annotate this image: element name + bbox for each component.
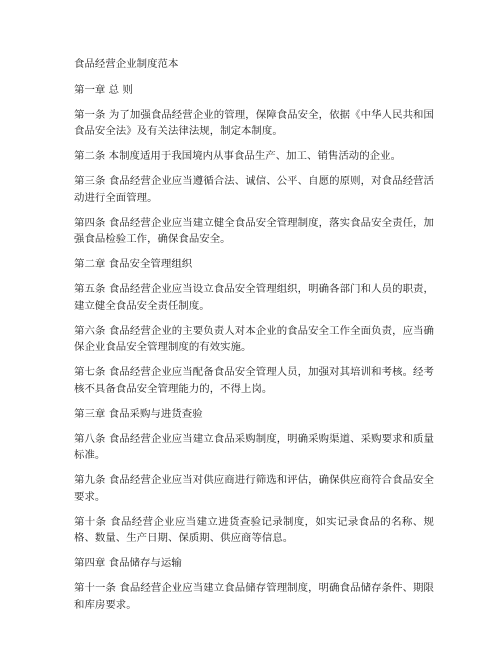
article-3: 第三条 食品经营企业应当遵循合法、诚信、公平、自愿的原则，对食品经营活动进行全面管理。 [74,175,434,204]
article-9: 第九条 食品经营企业应当对供应商进行筛选和评估，确保供应商符合食品安全要求。 [74,474,434,503]
article-2: 第二条 本制度适用于我国境内从事食品生产、加工、销售活动的企业。 [74,150,402,162]
article-7: 第七条 食品经营企业应当配备食品安全管理人员，加强对其培训和考核。经考核不具备食品安全管理能力的，不得上岗。 [74,366,434,395]
article-6: 第六条 食品经营企业的主要负责人对本企业的食品安全工作全面负责，应当确保企业食品安全管理制度的有效实施。 [74,324,434,353]
document-page [74,56,434,622]
article-8: 第八条 食品经营企业应当建立食品采购制度，明确采购渠道、采购要求和质量标准。 [74,432,434,461]
chapter-heading-3: 第三章 食品采购与进货查验 [74,407,203,420]
document-title: 食品经营企业制度范本 [74,58,179,70]
article-5: 第五条 食品经营企业应当设立食品安全管理组织，明确各部门和人员的职责，建立健全食品安全责任制度。 [74,283,434,312]
chapter-heading-1: 第一章 总 则 [74,83,133,96]
article-10: 第十条 食品经营企业应当建立进货查验记录制度，如实记录食品的名称、规格、数量、生产日期、保质期、供应商等信息。 [74,515,434,544]
article-11: 第十一条 食品经营企业应当建立食品储存管理制度，明确食品储存条件、期限和库房要求。 [74,582,434,611]
article-1: 第一条 为了加强食品经营企业的管理，保障食品安全，依据《中华人民共和国食品安全法》及有关法律法规，制定本制度。 [74,108,434,137]
chapter-heading-2: 第二章 食品安全管理组织 [74,258,193,270]
chapter-heading-4: 第四章 食品储存与运输 [74,557,182,569]
article-4: 第四条 食品经营企业应当建立健全食品安全管理制度，落实食品安全责任，加强食品检验工作，确保食品安全。 [74,216,434,245]
